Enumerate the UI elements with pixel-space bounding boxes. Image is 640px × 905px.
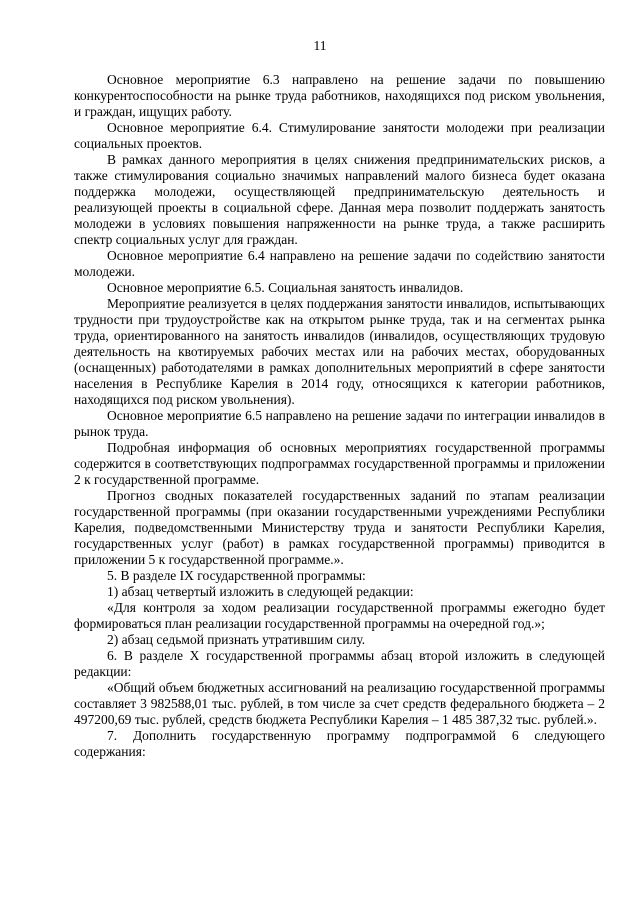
paragraph: Основное мероприятие 6.3 направлено на решение задачи по повышению конкурентоспособности на рынке труда работников, находящихся под риском увольнения, и граждан, ищущих работу. bbox=[74, 72, 605, 119]
paragraph: 7. Дополнить государственную программу подпрограммой 6 следующего содержания: bbox=[74, 728, 605, 759]
paragraph: Прогноз сводных показателей государственных заданий по этапам реализации государственной программы (при оказании государственными учреждениями Республики Карелия, подведомственными Министерству труда и занятости Республики Карелия, государственных услуг (работ) в рамках государственной программы) приводится в приложении 5 к государственной программе.». bbox=[74, 488, 605, 567]
paragraph: Основное мероприятие 6.4. Стимулирование занятости молодежи при реализации социальных проектов. bbox=[74, 120, 605, 151]
paragraph: Основное мероприятие 6.5. Социальная занятость инвалидов. bbox=[107, 280, 464, 295]
paragraph: 1) абзац четвертый изложить в следующей редакции: bbox=[107, 584, 414, 599]
paragraph: Основное мероприятие 6.4 направлено на решение задачи по содействию занятости молодежи. bbox=[74, 248, 605, 279]
document-body bbox=[74, 72, 605, 760]
paragraph: Мероприятие реализуется в целях поддержания занятости инвалидов, испытывающих трудности при трудоустройстве как на открытом рынке труда, так и на сегментах рынка труда, ориентированного на занятость инвалидов (инвалидов, осуществляющих трудовую деятельность на квотируемых рабочих местах или на рабочих местах, оборудованных (оснащенных) работодателями в рамках дополнительных мероприятий в сфере занятости населения в Республике Карелия в 2014 году, относящихся к категории работников, находящихся под риском увольнения). bbox=[74, 296, 605, 407]
paragraph: 2) абзац седьмой признать утратившим силу. bbox=[107, 632, 366, 647]
page-number: 11 bbox=[313, 38, 327, 53]
paragraph: «Общий объем бюджетных ассигнований на реализацию государственной программы составляет 3 982588,01 тыс. рублей, в том числе за счет средств федерального бюджета – 2 497200,69 тыс. рублей, средств бюджета Республики Карелия – 1 485 387,32 тыс. рублей.». bbox=[74, 680, 605, 727]
paragraph: Подробная информация об основных мероприятиях государственной программы содержится в соответствующих подпрограммах государственной программы и приложении 2 к государственной программе. bbox=[74, 440, 605, 487]
paragraph: Основное мероприятие 6.5 направлено на решение задачи по интеграции инвалидов в рынок труда. bbox=[74, 408, 605, 439]
paragraph: 6. В разделе X государственной программы абзац второй изложить в следующей редакции: bbox=[74, 648, 605, 679]
paragraph: «Для контроля за ходом реализации государственной программы ежегодно будет формироваться план реализации государственной программы на очередной год.»; bbox=[74, 600, 605, 631]
paragraph: В рамках данного мероприятия в целях снижения предпринимательских рисков, а также стимулирования социально значимых направлений малого бизнеса будет оказана поддержка молодежи, осуществляющей предпринимательскую деятельность и реализующей проекты в социальной сфере. Данная мера позволит поддержать занятость молодежи в условиях повышения напряженности на рынке труда, а также расширить спектр социальных услуг для граждан. bbox=[74, 152, 605, 247]
paragraph: 5. В разделе IX государственной программы: bbox=[107, 568, 366, 583]
